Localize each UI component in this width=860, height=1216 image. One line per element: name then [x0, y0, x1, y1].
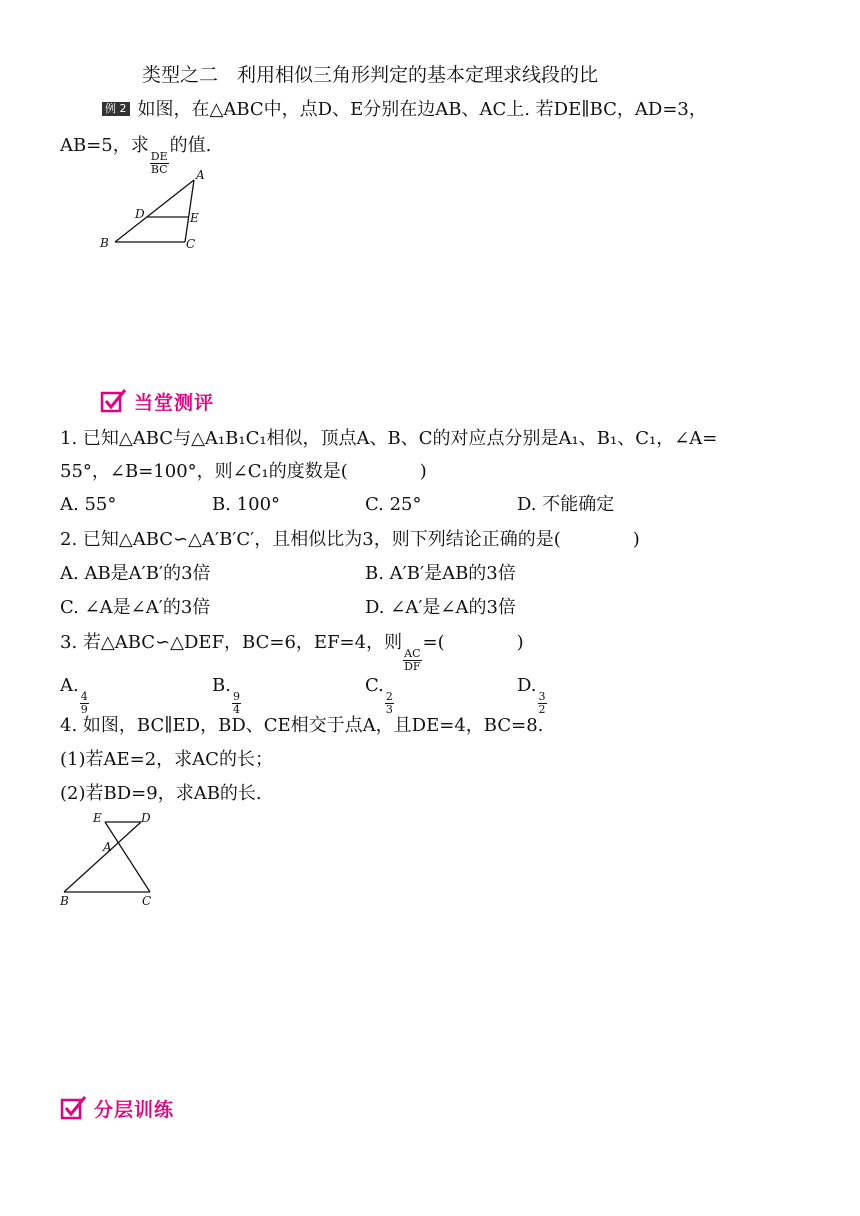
question-4-part1: (1)若AE=2，求AC的长； [60, 749, 273, 770]
fraction-numerator: DE [150, 150, 168, 163]
q3-option-c [365, 675, 395, 716]
fraction-denominator: DF [404, 660, 421, 673]
q1-option-d: D. 不能确定 [517, 494, 615, 515]
example-text-2a: AB=5，求 [60, 135, 149, 156]
q3-option-a [60, 675, 90, 716]
label-e: E [93, 811, 102, 825]
label-b: B [100, 236, 109, 250]
option-fraction [538, 691, 547, 716]
checkbox-check-icon [60, 1094, 88, 1122]
question-1-line2: 55°，∠B=100°，则∠C₁的度数是( ) [60, 461, 427, 482]
q2-option-a: A. AB是A′B′的3倍 [60, 563, 211, 584]
option-label: D. [517, 675, 537, 696]
section-banner-test [100, 387, 214, 415]
segment-db [64, 822, 141, 892]
section-title: 分层训练 [94, 1098, 175, 1121]
q2-option-d: D. ∠A′是∠A的3倍 [365, 597, 516, 618]
checkbox-check-icon [100, 387, 128, 415]
question-2-line: 2. 已知△ABC∽△A′B′C′，且相似比为3，则下列结论正确的是( ) [60, 529, 640, 550]
question-3-line [60, 632, 524, 673]
option-fraction [80, 691, 89, 716]
option-label: B. [212, 675, 231, 696]
q3-option-d [517, 675, 548, 716]
fraction-numerator: 9 [232, 690, 240, 703]
q3-suffix: =( ) [422, 632, 524, 653]
fraction-numerator: 2 [385, 690, 393, 703]
q2-option-c: C. ∠A是∠A′的3倍 [60, 597, 211, 618]
option-fraction [385, 691, 394, 716]
fraction-ac-df [403, 648, 421, 673]
question-4-line1: 4. 如图，BC∥ED，BD、CE相交于点A，且DE=4，BC=8. [60, 715, 544, 736]
label-d: D [141, 811, 151, 825]
q2-option-b: B. A′B′是AB的3倍 [365, 563, 516, 584]
example-2-line1 [102, 99, 707, 121]
section-heading-type2: 类型之二 利用相似三角形判定的基本定理求线段的比 [142, 64, 599, 86]
fraction-numerator: 3 [538, 690, 546, 703]
option-fraction [232, 691, 241, 716]
section-banner-practice [60, 1094, 174, 1122]
fraction-denominator: 9 [80, 703, 88, 716]
label-b: B [60, 894, 69, 908]
segment-ec [105, 822, 150, 892]
q3-prefix: 3. 若△ABC∽△DEF，BC=6，EF=4，则 [60, 632, 403, 653]
option-label: A. [60, 675, 79, 696]
fraction-denominator: 3 [385, 703, 393, 716]
label-a: A [103, 840, 112, 854]
label-c: C [142, 894, 152, 908]
fraction-denominator: 4 [232, 703, 240, 716]
example-text-2b: 的值. [169, 135, 212, 156]
q1-option-c: C. 25° [365, 494, 422, 515]
label-e: E [190, 211, 199, 225]
example-label: 例 2 [102, 102, 130, 116]
fraction-numerator: AC [404, 647, 421, 660]
question-1-line1: 1. 已知△ABC与△A₁B₁C₁相似，顶点A、B、C的对应点分别是A₁、B₁、C₁，∠A= [60, 428, 718, 449]
fraction-numerator: 4 [80, 690, 88, 703]
q3-option-b [212, 675, 242, 716]
example-text-1: 如图，在△ABC中，点D、E分别在边AB、AC上. 若DE∥BC，AD=3， [137, 99, 707, 120]
question-4-part2: (2)若BD=9，求AB的长. [60, 783, 262, 804]
fraction-denominator: BC [150, 163, 168, 176]
section-title: 当堂测评 [134, 391, 215, 414]
q1-option-b: B. 100° [212, 494, 281, 515]
triangle-figure-1 [95, 163, 215, 256]
fraction-denominator: 2 [538, 703, 546, 716]
label-c: C [186, 237, 196, 251]
bowtie-figure-2 [55, 808, 165, 908]
side-ba [115, 180, 194, 242]
q1-option-a: A. 55° [60, 494, 117, 515]
option-label: C. [365, 675, 384, 696]
label-a: A [196, 168, 205, 182]
label-d: D [135, 207, 145, 221]
